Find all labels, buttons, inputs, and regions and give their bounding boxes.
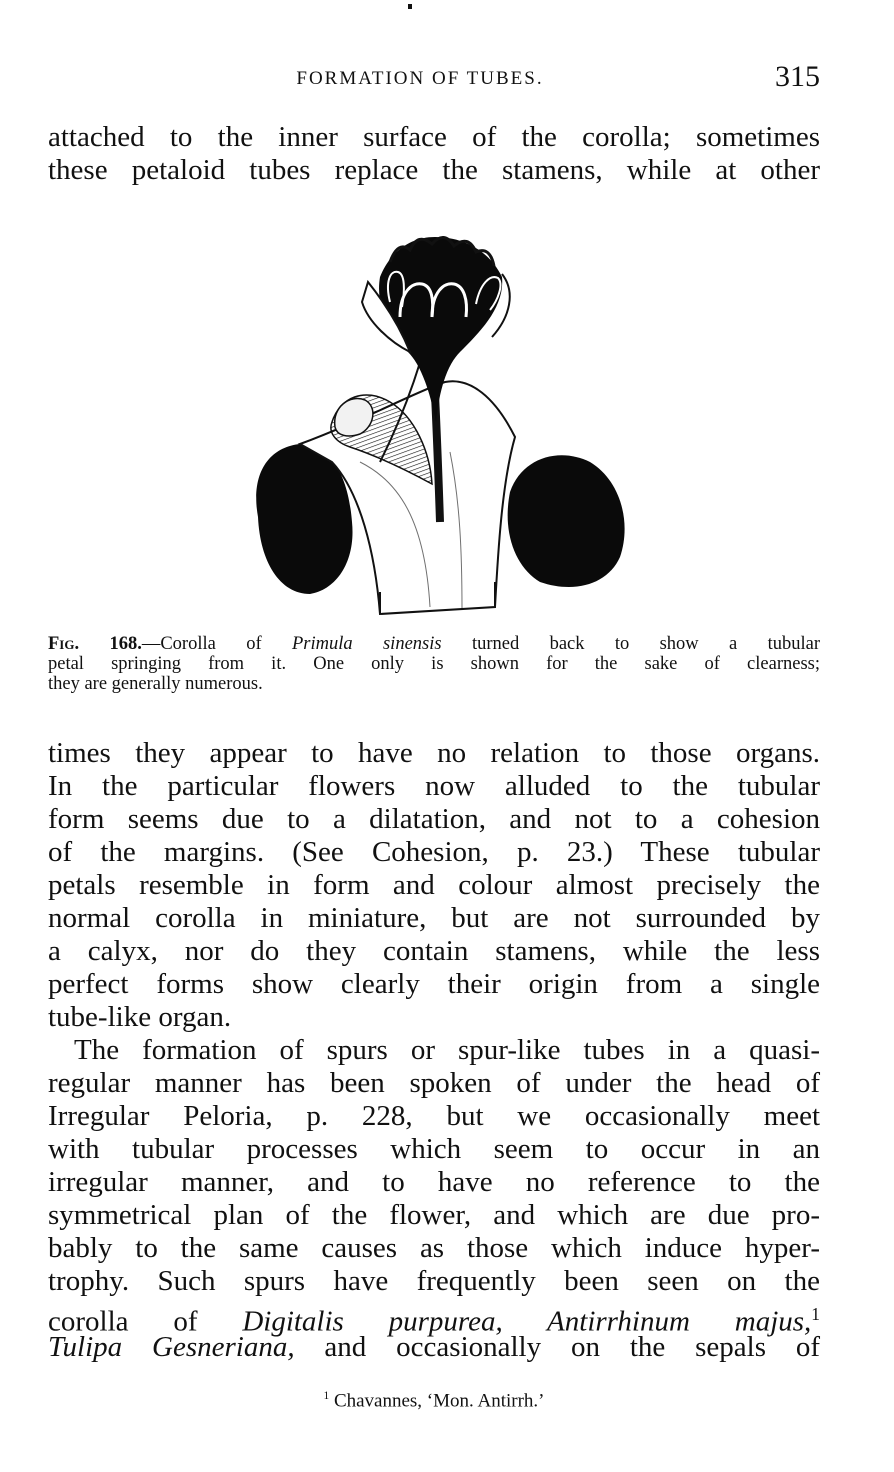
text-line: a calyx, nor do they contain stamens, while the less	[48, 935, 820, 967]
footnote	[48, 1390, 820, 1412]
running-head	[48, 60, 820, 100]
text-line: these petaloid tubes replace the stamens, while at other	[48, 154, 820, 186]
text-line: irregular manner, and to have no reference to the	[48, 1166, 820, 1198]
text-line: bably to the same causes as those which induce hyper-	[48, 1232, 820, 1264]
text-line: Irregular Peloria, p. 228, but we occasionally meet	[48, 1100, 820, 1132]
ink-speck	[408, 4, 412, 9]
running-title: FORMATION OF TUBES.	[296, 68, 544, 89]
text-line: with tubular processes which seem to occur in an	[48, 1133, 820, 1165]
figure-illustration	[240, 222, 640, 617]
text-line	[48, 1331, 820, 1364]
right-petal-lobe	[508, 455, 625, 587]
text-line: tube-like organ.	[48, 1001, 232, 1033]
text-line: times they appear to have no relation to those organs.	[48, 737, 820, 769]
paragraph-body	[48, 737, 820, 1364]
paragraph-top	[48, 121, 820, 187]
caption-line: they are generally numerous.	[48, 674, 263, 694]
text-line: form seems due to a dilatation, and not to a cohesion	[48, 803, 820, 835]
line-rest: and occasionally on the sepals of	[294, 1331, 820, 1363]
primula-corolla-engraving	[240, 222, 640, 617]
species-names: Digitalis purpurea, Antirrhinum majus,	[242, 1305, 812, 1338]
text-line: perfect forms show clearly their origin from a single	[48, 968, 820, 1000]
footnote-ref: 1	[811, 1304, 820, 1324]
text-line: regular manner has been spoken of under the head of	[48, 1067, 820, 1099]
text-line: The formation of spurs or spur-like tubes in a quasi-	[74, 1034, 820, 1066]
text-line: symmetrical plan of the flower, and which are due pro-	[48, 1199, 820, 1231]
figure-caption	[48, 634, 820, 694]
figure-label: Fig. 168.	[48, 634, 142, 654]
text-line: attached to the inner surface of the corolla; sometimes	[48, 121, 820, 153]
text-line: petals resemble in form and colour almost precisely the	[48, 869, 820, 901]
page-number: 315	[775, 60, 820, 93]
text-line: In the particular flowers now alluded to the tubular	[48, 770, 820, 802]
caption-prefix: —Corolla of	[141, 634, 292, 654]
caption-line: petal springing from it. One only is shown for the sake of clearness;	[48, 654, 820, 674]
text-line: of the margins. (See Cohesion, p. 23.) These tubular	[48, 836, 820, 868]
caption-line	[48, 634, 820, 654]
text-line: normal corolla in miniature, but are not surrounded by	[48, 902, 820, 934]
caption-rest: turned back to show a tubular	[441, 634, 820, 654]
text-line: trophy. Such spurs have frequently been seen on the	[48, 1265, 820, 1297]
caption-species: Primula sinensis	[291, 634, 442, 654]
footnote-marker: 1	[323, 1390, 330, 1402]
species-name: Tulipa Gesneriana,	[48, 1331, 295, 1363]
footnote-text: Chavannes, ‘Mon. Antirrh.’	[329, 1390, 545, 1412]
line-start: corolla of	[48, 1305, 243, 1338]
text-line	[48, 1298, 820, 1338]
